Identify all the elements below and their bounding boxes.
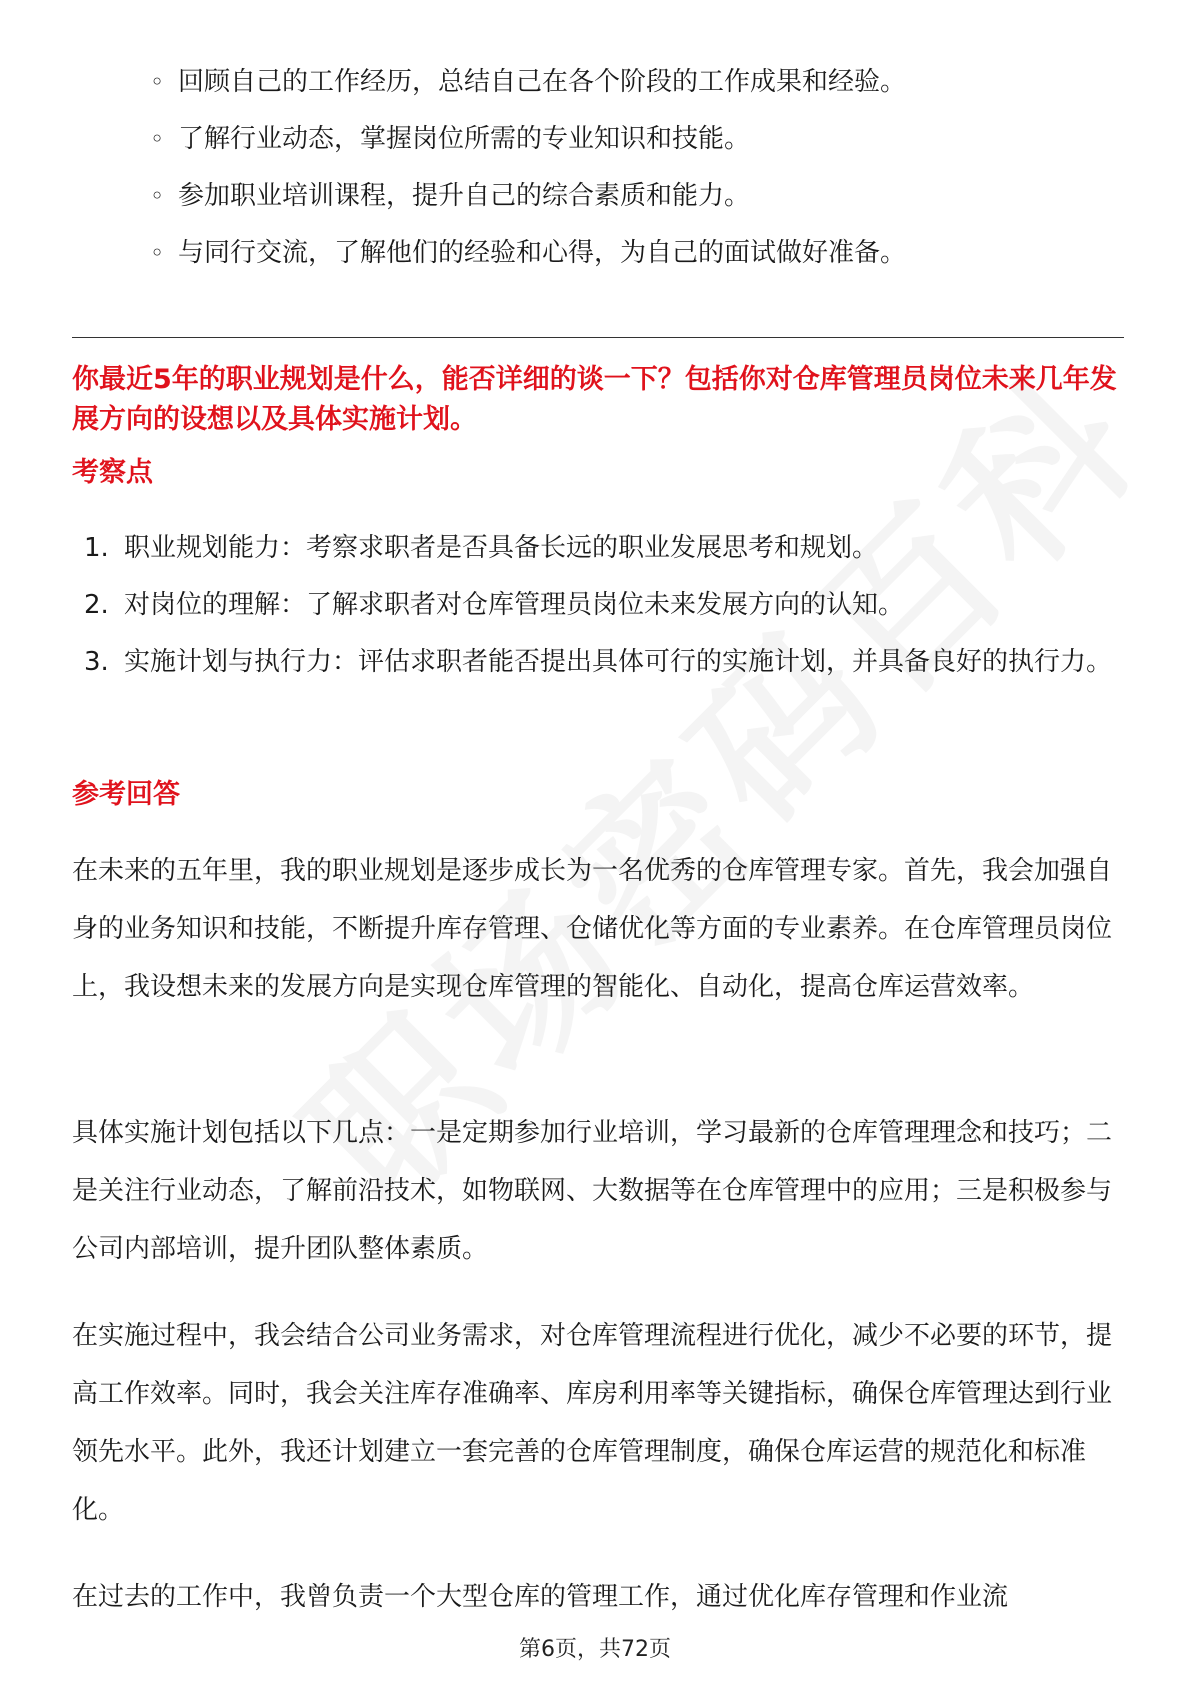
- interview-question: 你最近5年的职业规划是什么，能否详细的谈一下？包括你对仓库管理员岗位未来几年发展方向的设想以及具体实施计划。: [72, 364, 1117, 435]
- answer-paragraph: 在实施过程中，我会结合公司业务需求，对仓库管理流程进行优化，减少不必要的环节，提高工作效率。同时，我会关注库存准确率、库房利用率等关键指标，确保仓库管理达到行业领先水平。此外，我还计划建立一套完善的仓库管理制度，确保仓库运营的规范化和标准化。: [72, 1321, 1113, 1525]
- list-item: [150, 115, 1110, 172]
- section-heading-points: 考察点: [72, 457, 153, 488]
- list-item: [150, 58, 1110, 115]
- bullet-list: [150, 58, 1110, 286]
- answer-paragraph: 具体实施计划包括以下几点：一是定期参加行业培训，学习最新的仓库管理理念和技巧；二是关注行业动态，了解前沿技术，如物联网、大数据等在仓库管理中的应用；三是积极参与公司内部培训，提升团队整体素质。: [72, 1118, 1113, 1264]
- list-item-text: 参加职业培训课程，提升自己的综合素质和能力。: [178, 181, 751, 211]
- numbered-item: [84, 577, 1124, 634]
- list-item: [150, 229, 1110, 286]
- answer-paragraph: 在未来的五年里，我的职业规划是逐步成长为一名优秀的仓库管理专家。首先，我会加强自身的业务知识和技能，不断提升库存管理、仓储优化等方面的专业素养。在仓库管理员岗位上，我设想未来的发展方向是实现仓库管理的智能化、自动化，提高仓库运营效率。: [72, 856, 1113, 1002]
- bullet-icon: ◦: [150, 68, 165, 96]
- item-number: 3.: [84, 647, 109, 677]
- numbered-list: [84, 520, 1124, 691]
- item-text: 对岗位的理解：了解求职者对仓库管理员岗位未来发展方向的认知。: [124, 590, 905, 620]
- section-heading-answer: 参考回答: [72, 779, 180, 810]
- list-item-text: 与同行交流，了解他们的经验和心得，为自己的面试做好准备。: [178, 238, 907, 268]
- numbered-item: [84, 634, 1124, 691]
- item-text: 职业规划能力：考察求职者是否具备长远的职业发展思考和规划。: [124, 533, 879, 563]
- answer-paragraph: 在过去的工作中，我曾负责一个大型仓库的管理工作，通过优化库存管理和作业流: [72, 1582, 1009, 1612]
- list-item-text: 回顾自己的工作经历，总结自己在各个阶段的工作成果和经验。: [178, 67, 907, 97]
- list-item: [150, 172, 1110, 229]
- section-divider: [72, 337, 1124, 338]
- list-item-text: 了解行业动态，掌握岗位所需的专业知识和技能。: [178, 124, 751, 154]
- bullet-icon: ◦: [150, 182, 165, 210]
- item-text: 实施计划与执行力：评估求职者能否提出具体可行的实施计划，并具备良好的执行力。: [124, 647, 1113, 677]
- bullet-icon: ◦: [150, 239, 165, 267]
- item-number: 2.: [84, 590, 109, 620]
- page-number: 第6页，共72页: [519, 1637, 671, 1662]
- numbered-item: [84, 520, 1124, 577]
- item-number: 1.: [84, 533, 109, 563]
- bullet-icon: ◦: [150, 125, 165, 153]
